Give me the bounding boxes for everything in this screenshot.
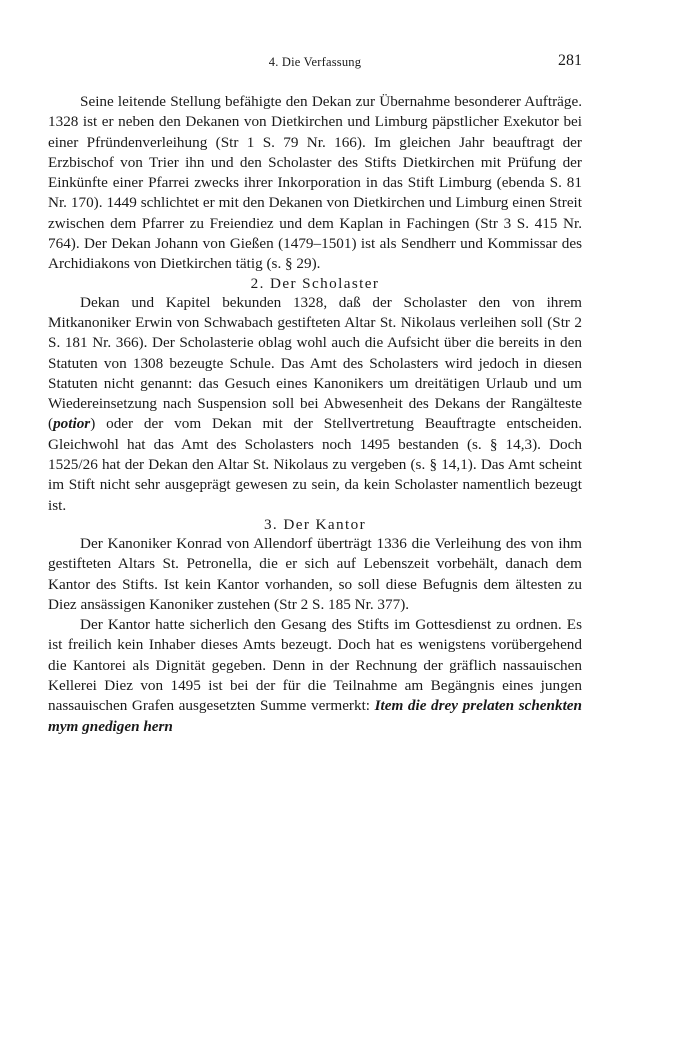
section-heading-scholaster: 2. Der Scholaster <box>250 274 380 292</box>
paragraph-dekan-auftraege: Seine leitende Stellung befähigte den Dekan zur Übernahme besonderer Aufträge. 1328 ist er neben den Dekanen von Dietkirchen und Limburg päpstlicher Exekutor bei einer Pfründenverleihung (Str 1 S. 79 Nr. 166). Im gleichen Jahr beauftragt der Erzbischof von Trier ihn und den Scholaster des Stifts Dietkirchen mit Prüfung der Einkünfte einer Pfarrei zwecks ihrer Inkorporation in das Stift Limburg (ebenda S. 81 Nr. 170). 1449 schlichtet er mit den Dekanen von Dietkirchen und Limburg einen Streit zwischen dem Pfarrer zu Freiendiez und dem Kaplan in Fachingen (Str 3 S. 415 Nr. 764). Der Dekan Johann von Gießen (1479–1501) ist als Sendherr und Kommissar des Archidiakons von Dietkirchen tätig (s. § 29). <box>48 93 582 273</box>
paragraph-scholaster-text-a: Dekan und Kapitel bekunden 1328, daß der Scholaster den von ihrem Mitkanoniker Erwin von Schwabach gestifteten Altar St. Nikolaus verleihen soll (Str 2 S. 181 Nr. 366). Der Scholasterie oblag wohl auch die Aufsicht über die bereits in den Statuten von 1308 bezeugte Schule. Das Amt des Scholasters wird jedoch in diesen Statuten nicht genannt: das Gesuch eines Kanonikers um dreitätigen Urlaub und um Wiedereinsetzung nach Suspension soll bei Abwesenheit des Dekans der Rangälteste ( <box>48 293 582 433</box>
historical-quote: Item die drey prelaten schenkten mym gnedigen hern <box>48 697 582 735</box>
running-title: 4. Die Verfassung <box>268 55 362 69</box>
latin-term-potior: potior <box>53 415 91 433</box>
section-heading-kantor: 3. Der Kantor <box>263 515 367 533</box>
page-number: 281 <box>558 52 582 69</box>
paragraph-scholaster <box>48 293 582 516</box>
paragraph-scholaster-text-b: ) oder der vom Dekan mit der Stellvertretung Beauftragte entscheiden. Gleichwohl hat das Amt des Scholasters noch 1495 bestanden (s. § 14,3). Doch 1525/26 hat der Dekan den Altar St. Nikolaus zu vergeben (s. § 14,1). Das Amt scheint im Stift nicht sehr ausgeprägt gewesen zu sein, da kein Scholaster namentlich bezeugt ist. <box>48 415 582 514</box>
paragraph-kantor-altar: Der Kanoniker Konrad von Allendorf überträgt 1336 die Verleihung des von ihm gestifteten Altars St. Petronella, die er sich auf Lebenszeit vorbehält, danach dem Kantor des Stifts. Ist kein Kantor vorhanden, so soll diese Befugnis dem ältesten zu Diez ansässigen Kanoniker zustehen (Str 2 S. 185 Nr. 377). <box>48 534 582 613</box>
running-head <box>48 50 582 74</box>
book-page <box>48 50 582 737</box>
paragraph-kantor-gesang <box>48 615 582 737</box>
paragraph-kantor-gesang-text: Der Kantor hatte sicherlich den Gesang des Stifts im Gottesdienst zu ordnen. Es ist freilich kein Inhaber dieses Amts bezeugt. Doch hat es wenigstens vorübergehend die Kantorei als Dignität gegeben. Denn in der Rechnung der gräflich nassauischen Kellerei Diez von 1495 ist bei der für die Teilnahme am Begängnis eines jungen nassauischen Grafen ausgesetzten Summe vermerkt: <box>48 616 582 715</box>
